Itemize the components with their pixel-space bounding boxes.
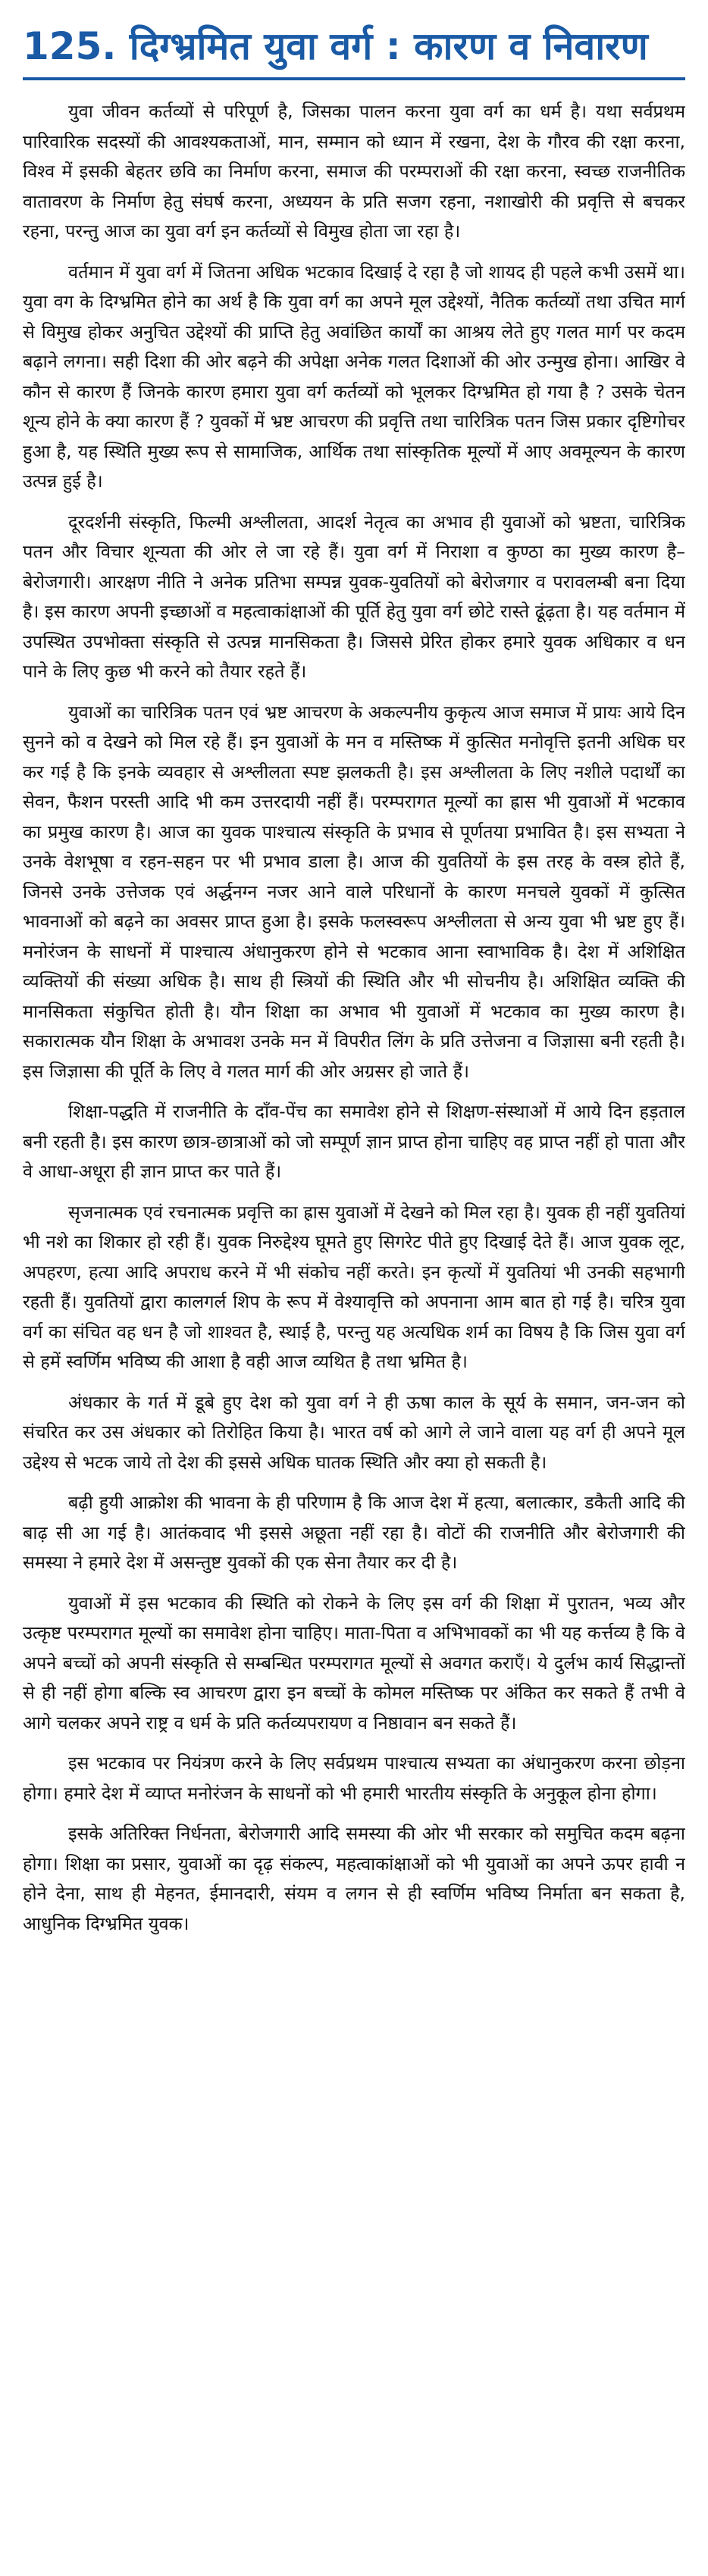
essay-body	[23, 97, 685, 2559]
paragraph-2: वर्तमान में युवा वर्ग में जितना अधिक भटकाव दिखाई दे रहा है जो शायद ही पहले कभी उसमें था। युवा वग के दिग्भ्रमित होने का अर्थ है कि युवा वर्ग का अपने मूल उद्देश्यों, नैतिक कर्तव्यों तथा उचित मार्ग से विमुख होकर अनुचित उद्देश्यों की प्राप्ति हेतु अवांछित कार्यों का आश्रय लेते हुए गलत मार्ग पर कदम बढ़ाने लगना। सही दिशा की ओर बढ़ने की अपेक्षा अनेक गलत दिशाओं की ओर उन्मुख होना। आखिर वे कौन से कारण हैं जिनके कारण हमारा युवा वर्ग कर्तव्यों को भूलकर दिग्भ्रमित हो गया है ? उसके चेतन शून्य होने के क्या कारण हैं ? युवकों में भ्रष्ट आचरण की प्रवृत्ति तथा चारित्रिक पतन जिस प्रकार दृष्टिगोचर हुआ है, यह स्थिति मुख्य रूप से सामाजिक, आर्थिक तथा सांस्कृतिक मूल्यों में आए अवमूल्यन के कारण उत्पन्न हुई है।	[23, 261, 685, 492]
paragraph-4: युवाओं का चारित्रिक पतन एवं भ्रष्ट आचरण के अकल्पनीय कुकृत्य आज समाज में प्रायः आये दिन सुनने को व देखने को मिल रहे हैं। इन युवाओं के मन व मस्तिष्क में कुत्सित मनोवृत्ति इतनी अधिक घर कर गई है कि इनके व्यवहार से अश्लीलता स्पष्ट झलकती है। इस अश्लीलता के लिए नशीले पदार्थों का सेवन, फैशन परस्ती आदि भी कम उत्तरदायी नहीं हैं। परम्परागत मूल्यों का ह्रास भी युवाओं में भटकाव का प्रमुख कारण है। आज का युवक पाश्चात्य संस्कृति के प्रभाव से पूर्णतया प्रभावित है। इस सभ्यता ने उनके वेशभूषा व रहन-सहन पर भी प्रभाव डाला है। आज की युवतियों के इस तरह के वस्त्र होते हैं, जिनसे उनके उत्तेजक एवं अर्द्धनग्न नजर आने वाले परिधानों के कारण मनचले युवकों में कुत्सित भावनाओं को बढ़ने का अवसर प्राप्त हुआ है। इसके फलस्वरूप अश्लीलता से अन्य युवा भी भ्रष्ट हुए हैं। मनोरंजन के साधनों में पाश्चात्य अंधानुकरण होने से भटकाव आना स्वाभाविक है। देश में अशिक्षित व्यक्तियों की संख्या अधिक है। साथ ही स्त्रियों की स्थिति और भी सोचनीय है। अशिक्षित व्यक्ति की मानसिकता संकुचित होती है। यौन शिक्षा का अभाव भी युवाओं में भटकाव का मुख्य कारण है। सकारात्मक यौन शिक्षा के अभावश उनके मन में विपरीत लिंग के प्रति उत्तेजना व जिज्ञासा बनी रहती है। इस जिज्ञासा की पूर्ति के लिए वे गलत मार्ग की ओर अग्रसर हो जाते हैं।	[23, 701, 685, 1082]
paragraph-9: युवाओं में इस भटकाव की स्थिति को रोकने के लिए इस वर्ग की शिक्षा में पुरातन, भव्य और उत्कृष्ट परम्परागत मूल्यों का समावेश होना चाहिए। माता-पिता व अभिभावकों का भी यह कर्त्तव्य है कि वे अपने बच्चों को अपनी संस्कृति से सम्बन्धित परम्परागत मूल्यों से अवगत कराएँ। ये दुर्लभ कार्य सिद्धान्तों से ही नहीं होगा बल्कि स्व आचरण द्वारा इन बच्चों के कोमल मस्तिष्क पर अंकित कर सकते हैं तभी वे आगे चलकर अपने राष्ट्र व धर्म के प्रति कर्तव्यपरायण व निष्ठावान बन सकते हैं।	[23, 1592, 685, 1733]
paragraph-7: अंधकार के गर्त में डूबे हुए देश को युवा वर्ग ने ही ऊषा काल के सूर्य के समान, जन-जन को संचरित कर उस अंधकार को तिरोहित किया है। भारत वर्ष को आगे ले जाने वाला यह वर्ग ही अपने मूल उद्देश्य से भटक जाये तो देश की इससे अधिक घातक स्थिति और क्या हो सकती है।	[23, 1391, 685, 1473]
paragraph-11: इसके अतिरिक्त निर्धनता, बेरोजगारी आदि समस्या की ओर भी सरकार को समुचित कदम बढ़ना होगा। शिक्षा का प्रसार, युवाओं का दृढ़ संकल्प, महत्वाकांक्षाओं को भी युवाओं का अपने ऊपर हावी न होने देना, साथ ही मेहनत, ईमानदारी, संयम व लगन से ही स्वर्णिम भविष्य निर्माता बन सकता है, आधुनिक दिग्भ्रमित युवक।	[23, 1823, 685, 1934]
paragraph-5: शिक्षा-पद्धति में राजनीति के दाँव-पेंच का समावेश होने से शिक्षण-संस्थाओं में आये दिन हड़ताल बनी रहती है। इस कारण छात्र-छात्राओं को जो सम्पूर्ण ज्ञान प्राप्त होना चाहिए वह प्राप्त नहीं हो पाता और वे आधा-अधूरा ही ज्ञान प्राप्त कर पाते हैं।	[23, 1101, 685, 1182]
paragraph-1: युवा जीवन कर्तव्यों से परिपूर्ण है, जिसका पालन करना युवा वर्ग का धर्म है। यथा सर्वप्रथम पारिवारिक सदस्यों की आवश्यकताओं, मान, सम्मान को ध्यान में रखना, देश के गौरव की रक्षा करना, विश्व में इसकी बेहतर छवि का निर्माण करना, समाज की परम्पराओं की रक्षा करना, स्वच्छ राजनीतिक वातावरण के निर्माण हेतु संघर्ष करना, अध्ययन के प्रति सजग रहना, नशाखोरी की प्रवृत्ति से बचकर रहना, परन्तु आज का युवा वर्ग इन कर्तव्यों से विमुख होता जा रहा है।	[23, 101, 685, 242]
title-bar	[23, 21, 685, 83]
paragraph-3: दूरदर्शनी संस्कृति, फिल्मी अश्लीलता, आदर्श नेतृत्व का अभाव ही युवाओं को भ्रष्टता, चारित्रिक पतन और विचार शून्यता की ओर ले जा रहे हैं। युवा वर्ग में निराशा व कुण्ठा का मुख्य कारण है–बेरोजगारी। आरक्षण नीति ने अनेक प्रतिभा सम्पन्न युवक-युवतियों को बेरोजगार व परावलम्बी बना दिया है। इस कारण अपनी इच्छाओं व महत्वाकांक्षाओं की पूर्ति हेतु युवा वर्ग छोटे रास्ते ढूंढ़ता है। यह वर्तमान में उपस्थित उपभोक्ता संस्कृति से उत्पन्न मानसिकता है। जिससे प्रेरित होकर हमारे युवक अधिकार व धन पाने के लिए कुछ भी करने को तैयार रहते हैं।	[23, 511, 685, 682]
paragraph-6: सृजनात्मक एवं रचनात्मक प्रवृत्ति का ह्रास युवाओं में देखने को मिल रहा है। युवक ही नहीं युवतियां भी नशे का शिकार हो रही हैं। युवक निरुद्देश्य घूमते हुए सिगरेट पीते हुए दिखाई देते हैं। आज युवक लूट, अपहरण, हत्या आदि अपराध करने में भी संकोच नहीं करते। इन कृत्यों में युवतियां भी उनकी सहभागी रहती हैं। युवतियों द्वारा कालगर्ल शिप के रूप में वेश्यावृत्ति को अपनाना आम बात हो गई है। चरित्र युवा वर्ग का संचित वह धन है जो शाश्वत है, स्थाई है, परन्तु यह अत्यधिक शर्म का विषय है कि जिस युवा वर्ग से हमें स्वर्णिम भविष्य की आशा है वही आज व्यथित है तथा भ्रमित है।	[23, 1201, 685, 1372]
essay-title: 125. दिग्भ्रमित युवा वर्ग : कारण व निवारण	[23, 24, 648, 68]
paragraph-10: इस भटकाव पर नियंत्रण करने के लिए सर्वप्रथम पाश्चात्य सभ्यता का अंधानुकरण करना छोड़ना होगा। हमारे देश में व्याप्त मनोरंजन के साधनों को भी हमारी भारतीय संस्कृति के अनुकूल होना होगा।	[23, 1752, 685, 1804]
paragraph-8: बढ़ी हुयी आक्रोश की भावना के ही परिणाम है कि आज देश में हत्या, बलात्कार, डकैती आदि की बाढ़ सी आ गई है। आतंकवाद भी इससे अछूता नहीं रहा है। वोटों की राजनीति और बेरोजगारी की समस्या ने हमारे देश में असन्तुष्ट युवकों की एक सेना तैयार कर दी है।	[23, 1492, 685, 1573]
title-underline	[23, 77, 685, 80]
